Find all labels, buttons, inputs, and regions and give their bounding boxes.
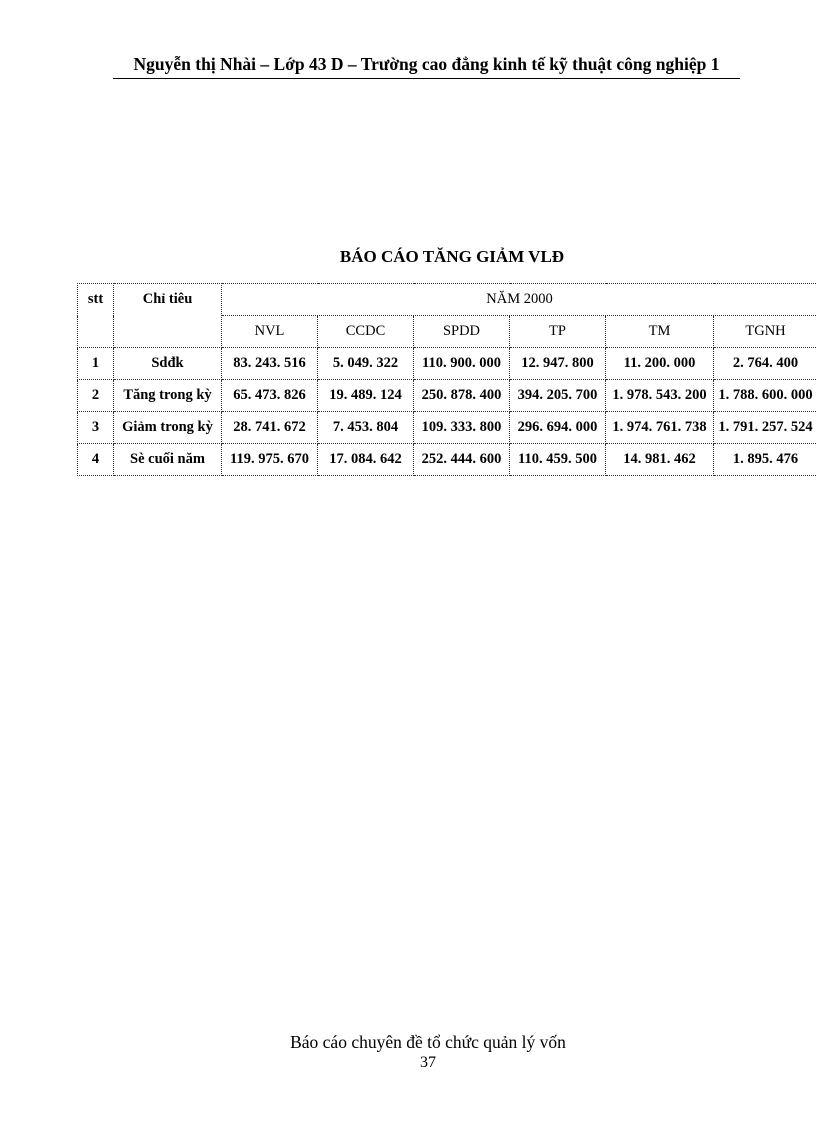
cell-tm: 1. 978. 543. 200 [606,380,714,412]
column-header-tgnh: TGNH [714,316,816,348]
cell-nvl: 28. 741. 672 [222,412,318,444]
column-header-tp: TP [510,316,606,348]
table-header-row [78,284,816,316]
cell-tp: 296. 694. 000 [510,412,606,444]
cell-tm: 11. 200. 000 [606,348,714,380]
report-title: BÁO CÁO TĂNG GIẢM VLĐ [339,247,565,266]
row-stt: 1 [78,348,114,380]
cell-ccdc: 5. 049. 322 [318,348,414,380]
column-group-year: NĂM 2000 [222,284,816,316]
table-row [78,380,816,412]
row-label: Giảm trong kỳ [114,412,222,444]
page-number: 37 [420,1054,436,1071]
cell-nvl: 83. 243. 516 [222,348,318,380]
cell-tgnh: 1. 788. 600. 000 [714,380,816,412]
cell-spdd: 110. 900. 000 [414,348,510,380]
cell-tgnh: 1. 791. 257. 524 [714,412,816,444]
cell-spdd: 109. 333. 800 [414,412,510,444]
column-header-nvl: NVL [222,316,318,348]
cell-spdd: 252. 444. 600 [414,444,510,476]
row-stt: 2 [78,380,114,412]
column-header-ccdc: CCDC [318,316,414,348]
column-header-stt: stt [78,284,114,348]
row-stt: 3 [78,412,114,444]
cell-tp: 394. 205. 700 [510,380,606,412]
row-label: Sdđk [114,348,222,380]
column-header-tm: TM [606,316,714,348]
row-label: Sè cuối năm [114,444,222,476]
header-divider [113,78,740,79]
table-row [78,348,816,380]
table-row [78,444,816,476]
footer-caption: Báo cáo chuyên đề tổ chức quản lý vốn [290,1032,566,1052]
cell-tm: 14. 981. 462 [606,444,714,476]
cell-spdd: 250. 878. 400 [414,380,510,412]
cell-ccdc: 19. 489. 124 [318,380,414,412]
cell-nvl: 65. 473. 826 [222,380,318,412]
cell-ccdc: 7. 453. 804 [318,412,414,444]
table-row [78,412,816,444]
row-stt: 4 [78,444,114,476]
row-label: Tăng trong kỳ [114,380,222,412]
cell-tm: 1. 974. 761. 738 [606,412,714,444]
cell-ccdc: 17. 084. 642 [318,444,414,476]
cell-tp: 12. 947. 800 [510,348,606,380]
column-header-spdd: SPDD [414,316,510,348]
report-table [77,283,816,476]
column-header-chi-tieu: Chỉ tiêu [114,284,222,348]
cell-tgnh: 2. 764. 400 [714,348,816,380]
cell-tgnh: 1. 895. 476 [714,444,816,476]
page-header: Nguyễn thị Nhài – Lớp 43 D – Trường cao đẳng kinh tế kỹ thuật công nghiệp 1 [133,54,720,74]
cell-tp: 110. 459. 500 [510,444,606,476]
cell-nvl: 119. 975. 670 [222,444,318,476]
